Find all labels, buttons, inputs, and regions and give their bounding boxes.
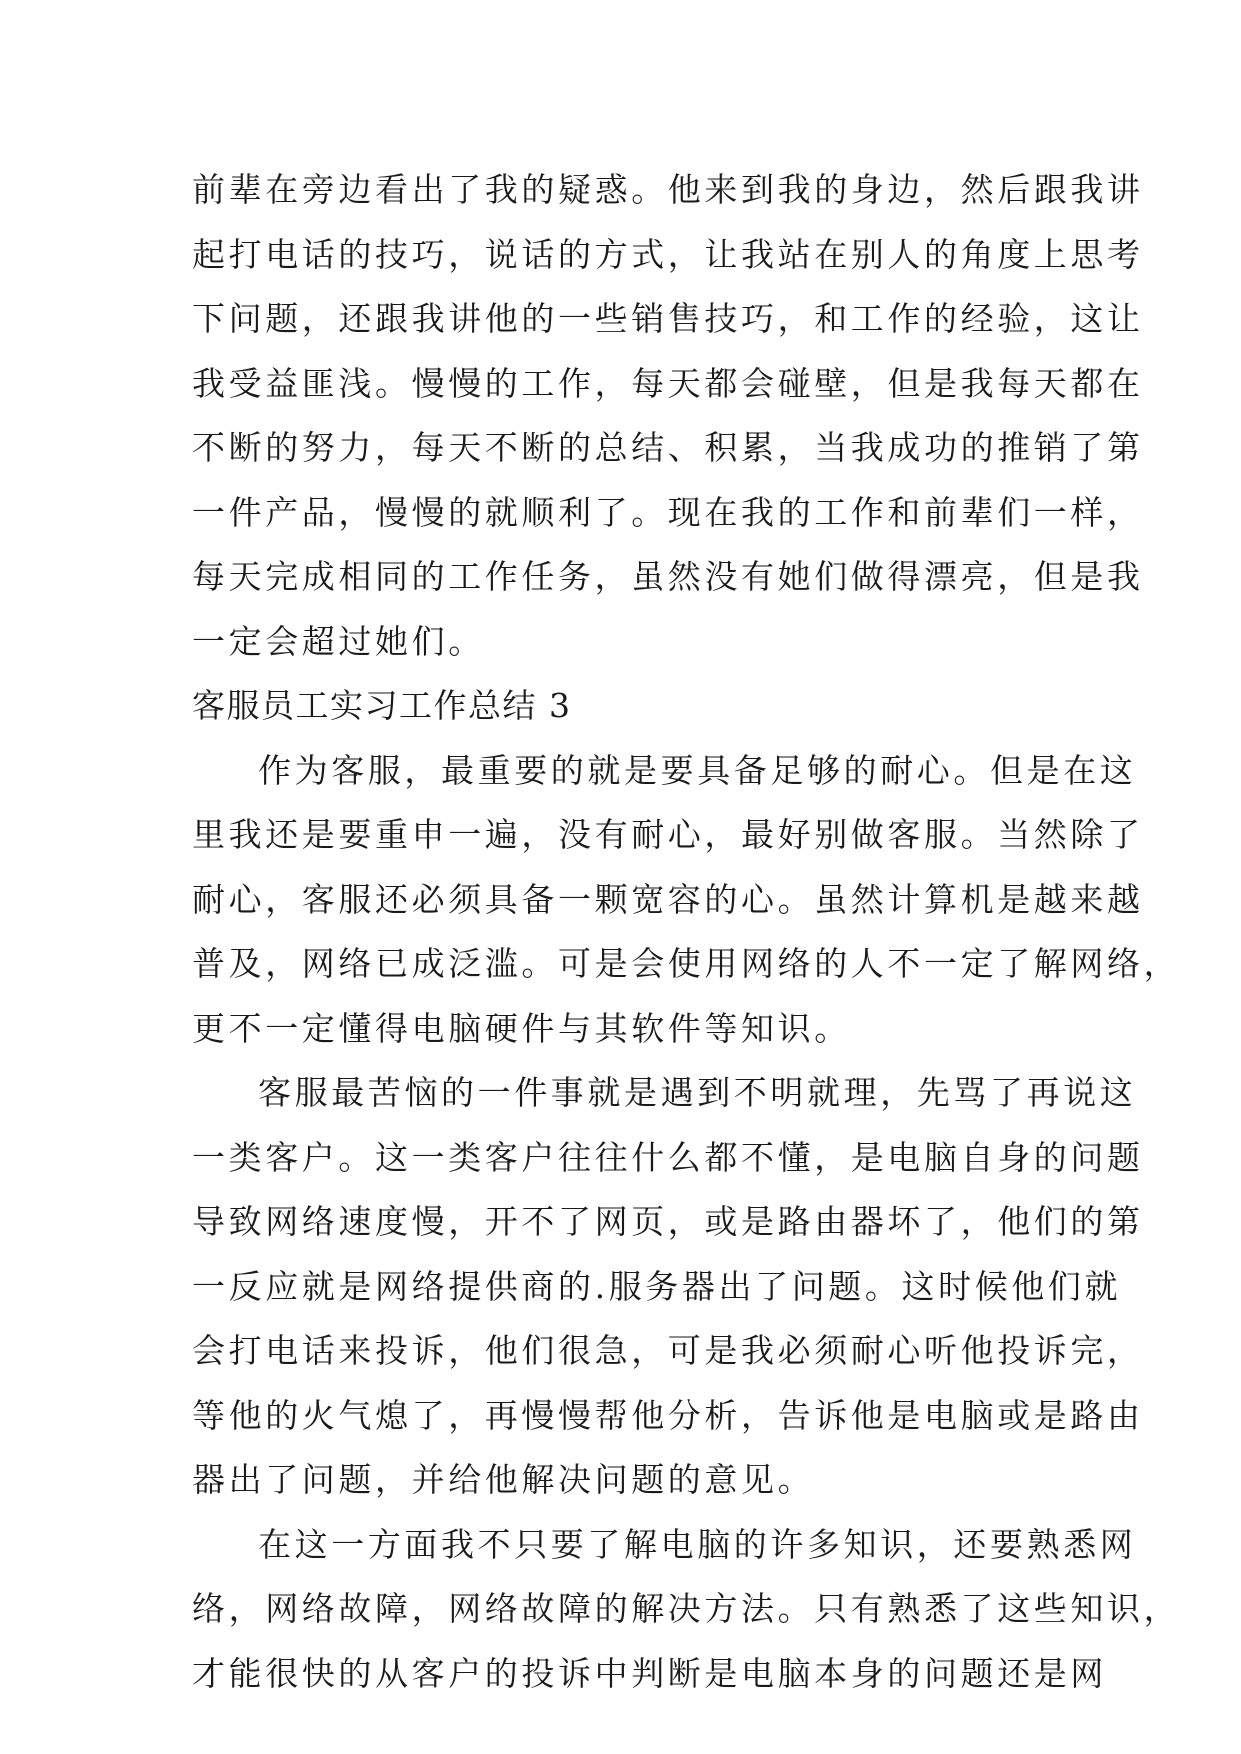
paragraph-line: 每天完成相同的工作任务，虽然没有她们做得漂亮，但是我 bbox=[192, 557, 1144, 596]
paragraph-line: 起打电话的技巧，说话的方式，让我站在别人的角度上思考 bbox=[192, 234, 1144, 274]
paragraph-line: 一定会超过她们。 bbox=[192, 621, 485, 661]
document-body bbox=[192, 158, 1181, 1706]
paragraph-line: 等他的火气熄了，再慢慢帮他分析，告诉他是电脑或是路由 bbox=[192, 1395, 1144, 1435]
paragraph-line: 在这一方面我不只要了解电脑的许多知识，还要熟悉网 bbox=[258, 1524, 1137, 1564]
paragraph-line: 才能很快的从客户的投诉中判断是电脑本身的问题还是网 bbox=[192, 1653, 1107, 1693]
paragraph-line: 导致网络速度慢，开不了网页，或是路由器坏了，他们的第 bbox=[192, 1202, 1144, 1241]
paragraph-line: 作为客服，最重要的就是要具备足够的耐心。但是在这 bbox=[258, 750, 1137, 790]
section-heading: 客服员工实习工作总结 3 bbox=[192, 686, 572, 725]
paragraph-line: 耐心，客服还必须具备一颗宽容的心。虽然计算机是越来越 bbox=[192, 879, 1144, 919]
paragraph-line: 里我还是要重申一遍，没有耐心，最好别做客服。当然除了 bbox=[192, 815, 1144, 854]
paragraph-line: 普及，网络已成泛滥。可是会使用网络的人不一定了解网络， bbox=[192, 944, 1181, 983]
paragraph-line: 一件产品，慢慢的就顺利了。现在我的工作和前辈们一样， bbox=[192, 492, 1144, 532]
paragraph-line: 前辈在旁边看出了我的疑惑。他来到我的身边，然后跟我讲 bbox=[192, 170, 1144, 209]
paragraph-line: 会打电话来投诉，他们很急，可是我必须耐心听他投诉完， bbox=[192, 1331, 1144, 1370]
paragraph-line: 不断的努力，每天不断的总结、积累，当我成功的推销了第 bbox=[192, 428, 1144, 467]
paragraph-line: 更不一定懂得电脑硬件与其软件等知识。 bbox=[192, 1008, 851, 1048]
paragraph-line: 我受益匪浅。慢慢的工作，每天都会碰壁，但是我每天都在 bbox=[192, 363, 1144, 403]
paragraph-line: 下问题，还跟我讲他的一些销售技巧，和工作的经验，这让 bbox=[192, 299, 1144, 338]
paragraph-line: 器出了问题，并给他解决问题的意见。 bbox=[192, 1460, 815, 1499]
paragraph-line: 络，网络故障，网络故障的解决方法。只有熟悉了这些知识， bbox=[192, 1589, 1181, 1628]
paragraph-line: 一类客户。这一类客户往往什么都不懂，是电脑自身的问题 bbox=[192, 1137, 1144, 1177]
paragraph-line: 一反应就是网络提供商的.服务器出了问题。这时候他们就 bbox=[192, 1266, 1122, 1306]
paragraph-line: 客服最苦恼的一件事就是遇到不明就理，先骂了再说这 bbox=[258, 1073, 1137, 1112]
